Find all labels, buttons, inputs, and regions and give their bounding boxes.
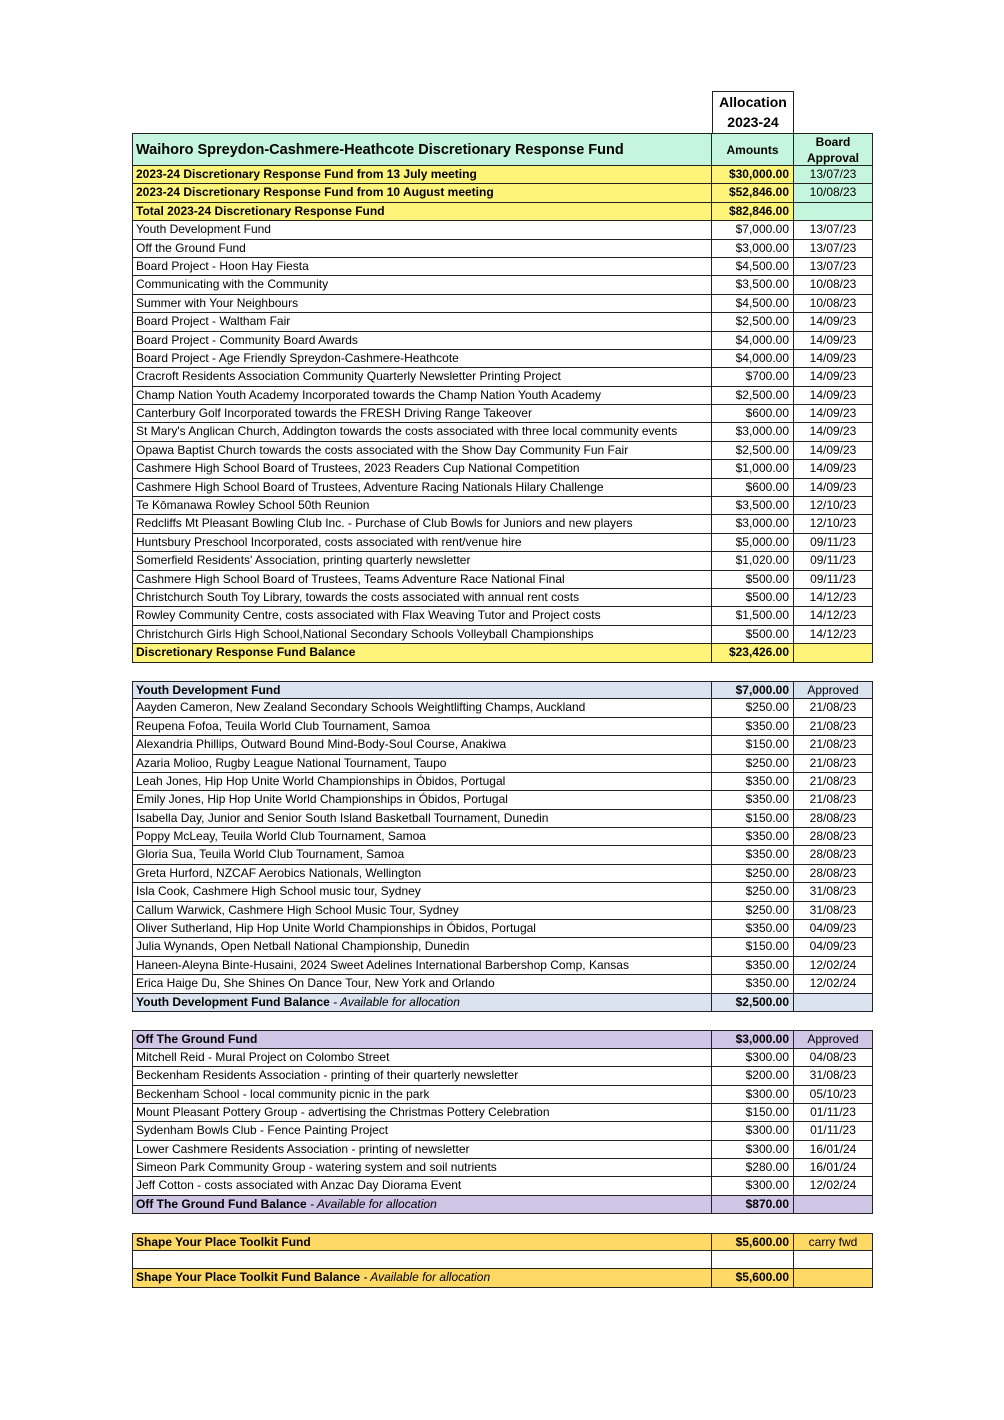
table-row	[132, 791, 873, 809]
item-date: 14/09/23	[794, 405, 873, 423]
section-spacer	[132, 663, 873, 681]
item-name: Communicating with the Community	[132, 276, 712, 294]
item-amount: $7,000.00	[712, 221, 794, 239]
table-row	[132, 221, 873, 239]
item-name: Cashmere High School Board of Trustees, Teams Adventure Race National Final	[132, 571, 712, 589]
table-row	[132, 699, 873, 717]
table-row	[132, 865, 873, 883]
item-date: 14/09/23	[794, 460, 873, 478]
item-name: Reupena Fofoa, Teuila World Club Tournament, Samoa	[132, 718, 712, 736]
item-amount: $4,500.00	[712, 258, 794, 276]
table-row	[132, 1122, 873, 1140]
item-name: Beckenham School - local community picnic in the park	[132, 1086, 712, 1104]
item-name: Champ Nation Youth Academy Incorporated towards the Champ Nation Youth Academy	[132, 387, 712, 405]
otg-items	[132, 1049, 873, 1196]
item-date: 28/08/23	[794, 810, 873, 828]
item-amount: $1,500.00	[712, 607, 794, 625]
item-name: Rowley Community Centre, costs associated with Flax Weaving Tutor and Project costs	[132, 607, 712, 625]
table-row	[132, 718, 873, 736]
item-amount: $3,500.00	[712, 497, 794, 515]
item-amount: $200.00	[712, 1067, 794, 1085]
drf-items	[132, 221, 873, 644]
item-name: Gloria Sua, Teuila World Club Tournament, Samoa	[132, 846, 712, 864]
item-name: Jeff Cotton - costs associated with Anzac Day Diorama Event	[132, 1177, 712, 1195]
item-date: 13/07/23	[794, 258, 873, 276]
table-row	[132, 534, 873, 552]
item-date: 14/09/23	[794, 442, 873, 460]
table-row	[132, 258, 873, 276]
item-name: Huntsbury Preschool Incorporated, costs associated with rent/venue hire	[132, 534, 712, 552]
ydf-header-row: Youth Development Fund $7,000.00 Approved	[132, 681, 873, 699]
table-row	[132, 497, 873, 515]
table-row	[132, 589, 873, 607]
item-amount: $300.00	[712, 1086, 794, 1104]
item-date: 05/10/23	[794, 1086, 873, 1104]
table-row	[132, 846, 873, 864]
item-date: 21/08/23	[794, 699, 873, 717]
table-row	[132, 350, 873, 368]
item-name: Alexandria Phillips, Outward Bound Mind-Body-Soul Course, Anakiwa	[132, 736, 712, 754]
item-name: Canterbury Golf Incorporated towards the FRESH Driving Range Takeover	[132, 405, 712, 423]
table-row	[132, 295, 873, 313]
item-date: 14/09/23	[794, 313, 873, 331]
item-date: 31/08/23	[794, 1067, 873, 1085]
item-amount: $4,500.00	[712, 295, 794, 313]
item-amount: $250.00	[712, 699, 794, 717]
table-row	[132, 552, 873, 570]
item-name: Redcliffs Mt Pleasant Bowling Club Inc. - Purchase of Club Bowls for Juniors and new players	[132, 515, 712, 533]
item-date: 28/08/23	[794, 846, 873, 864]
table-row	[132, 1086, 873, 1104]
item-amount: $280.00	[712, 1159, 794, 1177]
table-row	[132, 405, 873, 423]
item-name: Somerfield Residents' Association, printing quarterly newsletter	[132, 552, 712, 570]
item-amount: $2,500.00	[712, 313, 794, 331]
table-row	[132, 571, 873, 589]
item-name: Poppy McLeay, Teuila World Club Tournament, Samoa	[132, 828, 712, 846]
table-row	[132, 957, 873, 975]
table-row	[132, 607, 873, 625]
item-amount: $250.00	[712, 755, 794, 773]
table-row	[132, 515, 873, 533]
item-date: 14/09/23	[794, 479, 873, 497]
item-name: St Mary's Anglican Church, Addington towards the costs associated with three local community events	[132, 423, 712, 441]
item-amount: $350.00	[712, 920, 794, 938]
table-row	[132, 313, 873, 331]
item-date: 12/02/24	[794, 975, 873, 993]
item-amount: $3,000.00	[712, 423, 794, 441]
table-row	[132, 828, 873, 846]
item-amount: $3,500.00	[712, 276, 794, 294]
section-spacer	[132, 1214, 873, 1232]
item-amount: $350.00	[712, 846, 794, 864]
fund-title-row	[132, 133, 873, 166]
item-name: Christchurch South Toy Library, towards the costs associated with annual rent costs	[132, 589, 712, 607]
item-date: 16/01/24	[794, 1159, 873, 1177]
item-name: Mitchell Reid - Mural Project on Colombo Street	[132, 1049, 712, 1067]
allocation-year: 2023-24	[727, 114, 779, 130]
item-amount: $250.00	[712, 865, 794, 883]
item-name: Simeon Park Community Group - watering system and soil nutrients	[132, 1159, 712, 1177]
item-date: 21/08/23	[794, 736, 873, 754]
item-date: 14/12/23	[794, 607, 873, 625]
table-row	[132, 460, 873, 478]
item-date: 12/10/23	[794, 515, 873, 533]
item-name: Oliver Sutherland, Hip Hop Unite World Championships in Óbidos, Portugal	[132, 920, 712, 938]
item-name: Aayden Cameron, New Zealand Secondary Schools Weightlifting Champs, Auckland	[132, 699, 712, 717]
item-name: Sydenham Bowls Club - Fence Painting Project	[132, 1122, 712, 1140]
item-name: Haneen-Aleyna Binte-Husaini, 2024 Sweet Adelines International Barbershop Comp, Kansas	[132, 957, 712, 975]
item-date: 09/11/23	[794, 534, 873, 552]
item-name: Board Project - Age Friendly Spreydon-Cashmere-Heathcote	[132, 350, 712, 368]
drf-funding-rows	[132, 166, 873, 221]
allocation-header-row	[132, 91, 873, 133]
item-amount: $350.00	[712, 957, 794, 975]
item-name: Cracroft Residents Association Community Quarterly Newsletter Printing Project	[132, 368, 712, 386]
item-name: Azaria Molioo, Rugby League National Tournament, Taupo	[132, 755, 712, 773]
item-date: 12/02/24	[794, 957, 873, 975]
otg-header-row: Off The Ground Fund $3,000.00 Approved	[132, 1030, 873, 1048]
table-row	[132, 626, 873, 644]
table-row	[132, 387, 873, 405]
item-date: 21/08/23	[794, 755, 873, 773]
item-name: Summer with Your Neighbours	[132, 295, 712, 313]
item-amount: $300.00	[712, 1141, 794, 1159]
item-date: 04/09/23	[794, 920, 873, 938]
item-amount: $4,000.00	[712, 350, 794, 368]
allocation-header	[712, 91, 794, 133]
item-amount: $4,000.00	[712, 332, 794, 350]
item-name: Mount Pleasant Pottery Group - advertising the Christmas Pottery Celebration	[132, 1104, 712, 1122]
item-name: Off the Ground Fund	[132, 240, 712, 258]
section-spacer	[132, 1012, 873, 1030]
table-row	[132, 975, 873, 993]
item-date: 12/10/23	[794, 497, 873, 515]
item-amount: $150.00	[712, 938, 794, 956]
item-date: 31/08/23	[794, 883, 873, 901]
item-date: 14/09/23	[794, 387, 873, 405]
item-amount: $500.00	[712, 626, 794, 644]
item-date: 01/11/23	[794, 1122, 873, 1140]
item-amount: $150.00	[712, 1104, 794, 1122]
table-row	[132, 736, 873, 754]
ydf-items	[132, 699, 873, 993]
funding-row: 2023-24 Discretionary Response Fund from 13 July meeting $30,000.00 13/07/23	[132, 166, 873, 184]
item-amount: $1,020.00	[712, 552, 794, 570]
item-date: 21/08/23	[794, 718, 873, 736]
item-date: 04/09/23	[794, 938, 873, 956]
item-name: Beckenham Residents Association - printing of their quarterly newsletter	[132, 1067, 712, 1085]
item-amount: $250.00	[712, 883, 794, 901]
table-row	[132, 902, 873, 920]
table-row	[132, 810, 873, 828]
item-name: Youth Development Fund	[132, 221, 712, 239]
drf-balance-row: Discretionary Response Fund Balance $23,426.00	[132, 644, 873, 662]
item-name: Callum Warwick, Cashmere High School Music Tour, Sydney	[132, 902, 712, 920]
item-amount: $2,500.00	[712, 442, 794, 460]
table-row	[132, 276, 873, 294]
item-amount: $2,500.00	[712, 387, 794, 405]
item-name: Cashmere High School Board of Trustees, 2023 Readers Cup National Competition	[132, 460, 712, 478]
fund-title: Waihoro Spreydon-Cashmere-Heathcote Discretionary Response Fund	[132, 133, 712, 166]
item-name: Board Project - Hoon Hay Fiesta	[132, 258, 712, 276]
item-amount: $300.00	[712, 1049, 794, 1067]
item-date: 14/09/23	[794, 423, 873, 441]
item-date: 28/08/23	[794, 865, 873, 883]
syp-balance-row: Shape Your Place Toolkit Fund Balance - Available for allocation $5,600.00	[132, 1269, 873, 1287]
otg-balance-row: Off The Ground Fund Balance - Available for allocation $870.00	[132, 1196, 873, 1214]
table-row	[132, 920, 873, 938]
item-name: Leah Jones, Hip Hop Unite World Championships in Óbidos, Portugal	[132, 773, 712, 791]
table-row	[132, 332, 873, 350]
item-amount: $3,000.00	[712, 515, 794, 533]
item-date: 14/09/23	[794, 332, 873, 350]
item-name: Greta Hurford, NZCAF Aerobics Nationals, Wellington	[132, 865, 712, 883]
table-row	[132, 1049, 873, 1067]
item-amount: $300.00	[712, 1177, 794, 1195]
table-row	[132, 1104, 873, 1122]
table-row	[132, 368, 873, 386]
item-amount: $3,000.00	[712, 240, 794, 258]
item-amount: $350.00	[712, 828, 794, 846]
item-amount: $150.00	[712, 810, 794, 828]
item-amount: $1,000.00	[712, 460, 794, 478]
item-amount: $700.00	[712, 368, 794, 386]
item-amount: $350.00	[712, 975, 794, 993]
table-row	[132, 755, 873, 773]
table-row	[132, 442, 873, 460]
fund-spreadsheet	[132, 91, 873, 1288]
syp-empty-row	[132, 1251, 873, 1269]
item-date: 04/08/23	[794, 1049, 873, 1067]
item-name: Isla Cook, Cashmere High School music tour, Sydney	[132, 883, 712, 901]
item-name: Isabella Day, Junior and Senior South Island Basketball Tournament, Dunedin	[132, 810, 712, 828]
item-amount: $350.00	[712, 773, 794, 791]
item-name: Cashmere High School Board of Trustees, Adventure Racing Nationals Hilary Challenge	[132, 479, 712, 497]
item-date: 14/09/23	[794, 350, 873, 368]
item-name: Julia Wynands, Open Netball National Championship, Dunedin	[132, 938, 712, 956]
table-row	[132, 883, 873, 901]
item-name: Board Project - Community Board Awards	[132, 332, 712, 350]
item-date: 28/08/23	[794, 828, 873, 846]
item-name: Emily Jones, Hip Hop Unite World Championships in Óbidos, Portugal	[132, 791, 712, 809]
allocation-label: Allocation	[719, 94, 787, 110]
item-date: 13/07/23	[794, 240, 873, 258]
item-date: 21/08/23	[794, 773, 873, 791]
item-amount: $600.00	[712, 479, 794, 497]
item-date: 31/08/23	[794, 902, 873, 920]
item-date: 13/07/23	[794, 221, 873, 239]
item-date: 01/11/23	[794, 1104, 873, 1122]
item-name: Te Kōmanawa Rowley School 50th Reunion	[132, 497, 712, 515]
item-name: Board Project - Waltham Fair	[132, 313, 712, 331]
item-date: 09/11/23	[794, 571, 873, 589]
item-date: 12/02/24	[794, 1177, 873, 1195]
item-amount: $300.00	[712, 1122, 794, 1140]
table-row	[132, 1141, 873, 1159]
board-approval-header: Board Approval	[794, 133, 873, 166]
item-name: Christchurch Girls High School,National Secondary Schools Volleyball Championships	[132, 626, 712, 644]
item-amount: $150.00	[712, 736, 794, 754]
item-amount: $250.00	[712, 902, 794, 920]
item-name: Erica Haige Du, She Shines On Dance Tour, New York and Orlando	[132, 975, 712, 993]
syp-header-row: Shape Your Place Toolkit Fund $5,600.00 carry fwd	[132, 1233, 873, 1251]
item-date: 10/08/23	[794, 276, 873, 294]
ydf-balance-row: Youth Development Fund Balance - Available for allocation $2,500.00	[132, 994, 873, 1012]
table-row	[132, 1159, 873, 1177]
item-name: Opawa Baptist Church towards the costs associated with the Show Day Community Fun Fair	[132, 442, 712, 460]
item-amount: $350.00	[712, 718, 794, 736]
item-date: 14/12/23	[794, 626, 873, 644]
item-amount: $500.00	[712, 589, 794, 607]
table-row	[132, 423, 873, 441]
item-name: Lower Cashmere Residents Association - printing of newsletter	[132, 1141, 712, 1159]
table-row	[132, 240, 873, 258]
funding-row: 2023-24 Discretionary Response Fund from 10 August meeting $52,846.00 10/08/23	[132, 184, 873, 202]
drf-total-row: Total 2023-24 Discretionary Response Fund $82,846.00	[132, 203, 873, 221]
table-row	[132, 1067, 873, 1085]
item-date: 16/01/24	[794, 1141, 873, 1159]
item-date: 10/08/23	[794, 295, 873, 313]
table-row	[132, 773, 873, 791]
item-amount: $5,000.00	[712, 534, 794, 552]
item-amount: $350.00	[712, 791, 794, 809]
item-date: 14/09/23	[794, 368, 873, 386]
item-amount: $500.00	[712, 571, 794, 589]
item-date: 21/08/23	[794, 791, 873, 809]
table-row	[132, 479, 873, 497]
amounts-header: Amounts	[712, 133, 794, 166]
item-date: 14/12/23	[794, 589, 873, 607]
table-row	[132, 938, 873, 956]
table-row	[132, 1177, 873, 1195]
item-amount: $600.00	[712, 405, 794, 423]
item-date: 09/11/23	[794, 552, 873, 570]
